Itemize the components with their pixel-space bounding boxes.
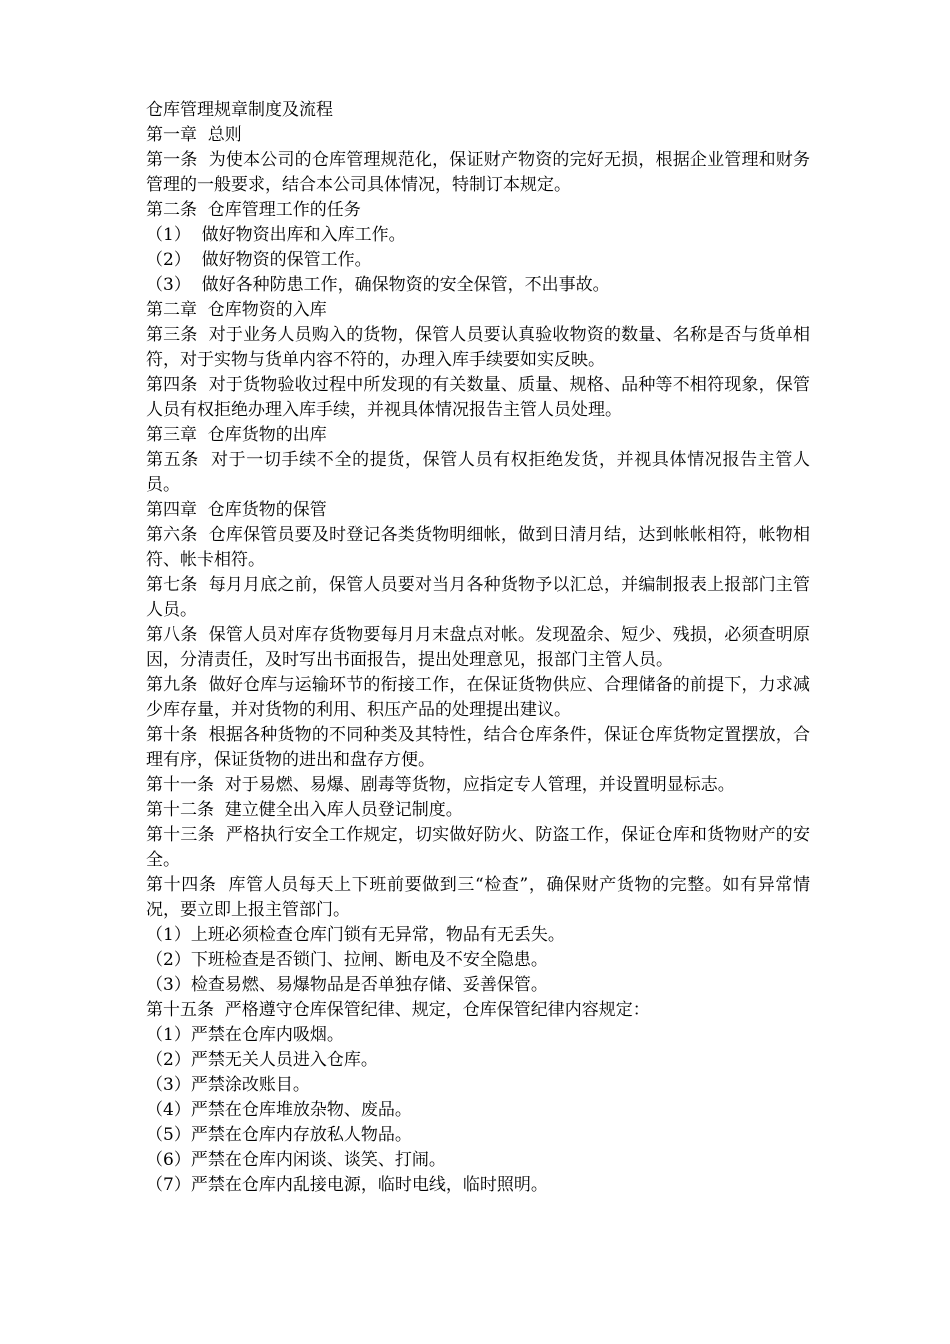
article-paragraph: 第十四条 库管人员每天上下班前要做到三“检查”，确保财产货物的完整。如有异常情况，要立即上报主管部门。 [146,875,810,920]
article-paragraph: 第三条 对于业务人员购入的货物，保管人员要认真验收物资的数量、名称是否与货单相符，对于实物与货单内容不符的，办理入库手续要如实反映。 [146,325,810,370]
list-item: （2）下班检查是否锁门、拉闸、断电及不安全隐患。 [146,950,548,970]
list-item: （2） 做好物资的保管工作。 [146,250,372,270]
article-paragraph: 第五条 对于一切手续不全的提货，保管人员有权拒绝发货，并视具体情况报告主管人员。 [146,450,810,495]
list-item: （2）严禁无关人员进入仓库。 [146,1050,378,1070]
article-paragraph: 第十条 根据各种货物的不同种类及其特性，结合仓库条件，保证仓库货物定置摆放，合理有序，保证货物的进出和盘存方便。 [146,725,810,770]
list-item: （3） 做好各种防患工作，确保物资的安全保管，不出事故。 [146,275,610,295]
document-lines [146,123,810,1198]
article-paragraph: 第七条 每月月底之前，保管人员要对当月各种货物予以汇总，并编制报表上报部门主管人员。 [146,575,810,620]
list-item: （3）严禁涂改账目。 [146,1075,310,1095]
list-item: （1）严禁在仓库内吸烟。 [146,1025,344,1045]
list-item: （3）检查易燃、易爆物品是否单独存储、妥善保管。 [146,975,548,995]
article-paragraph: 第六条 仓库保管员要及时登记各类货物明细帐，做到日清月结，达到帐帐相符，帐物相符、帐卡相符。 [146,525,810,570]
document-title: 仓库管理规章制度及流程 [146,100,333,120]
article-paragraph: 第二条 仓库管理工作的任务 [146,200,361,220]
list-item: （4）严禁在仓库堆放杂物、废品。 [146,1100,412,1120]
article-paragraph: 第十二条 建立健全出入库人员登记制度。 [146,800,463,820]
article-paragraph: 第九条 做好仓库与运输环节的衔接工作，在保证货物供应、合理储备的前提下，力求减少库存量，并对货物的利用、积压产品的处理提出建议。 [146,675,810,720]
article-paragraph: 第十三条 严格执行安全工作规定，切实做好防火、防盗工作，保证仓库和货物财产的安全。 [146,825,810,870]
article-paragraph: 第十一条 对于易燃、易爆、剧毒等货物，应指定专人管理，并设置明显标志。 [146,775,735,795]
document-body [146,98,810,1198]
list-item: （5）严禁在仓库内存放私人物品。 [146,1125,412,1145]
article-paragraph: 第一条 为使本公司的仓库管理规范化，保证财产物资的完好无损，根据企业管理和财务管理的一般要求，结合本公司具体情况，特制订本规定。 [146,150,810,195]
chapter-heading: 第一章 总则 [146,125,242,145]
list-item: （1） 做好物资出库和入库工作。 [146,225,406,245]
list-item: （6）严禁在仓库内闲谈、谈笑、打闹。 [146,1150,446,1170]
list-item: （1）上班必须检查仓库门锁有无异常，物品有无丢失。 [146,925,565,945]
chapter-heading: 第三章 仓库货物的出库 [146,425,327,445]
article-paragraph: 第八条 保管人员对库存货物要每月月末盘点对帐。发现盈余、短少、残损，必须查明原因，分清责任，及时写出书面报告，提出处理意见，报部门主管人员。 [146,625,810,670]
chapter-heading: 第四章 仓库货物的保管 [146,500,327,520]
chapter-heading: 第二章 仓库物资的入库 [146,300,327,320]
article-paragraph: 第四条 对于货物验收过程中所发现的有关数量、质量、规格、品种等不相符现象，保管人员有权拒绝办理入库手续，并视具体情况报告主管人员处理。 [146,375,810,420]
list-item: （7）严禁在仓库内乱接电源，临时电线，临时照明。 [146,1175,548,1195]
article-paragraph: 第十五条 严格遵守仓库保管纪律、规定，仓库保管纪律内容规定： [146,1000,650,1020]
